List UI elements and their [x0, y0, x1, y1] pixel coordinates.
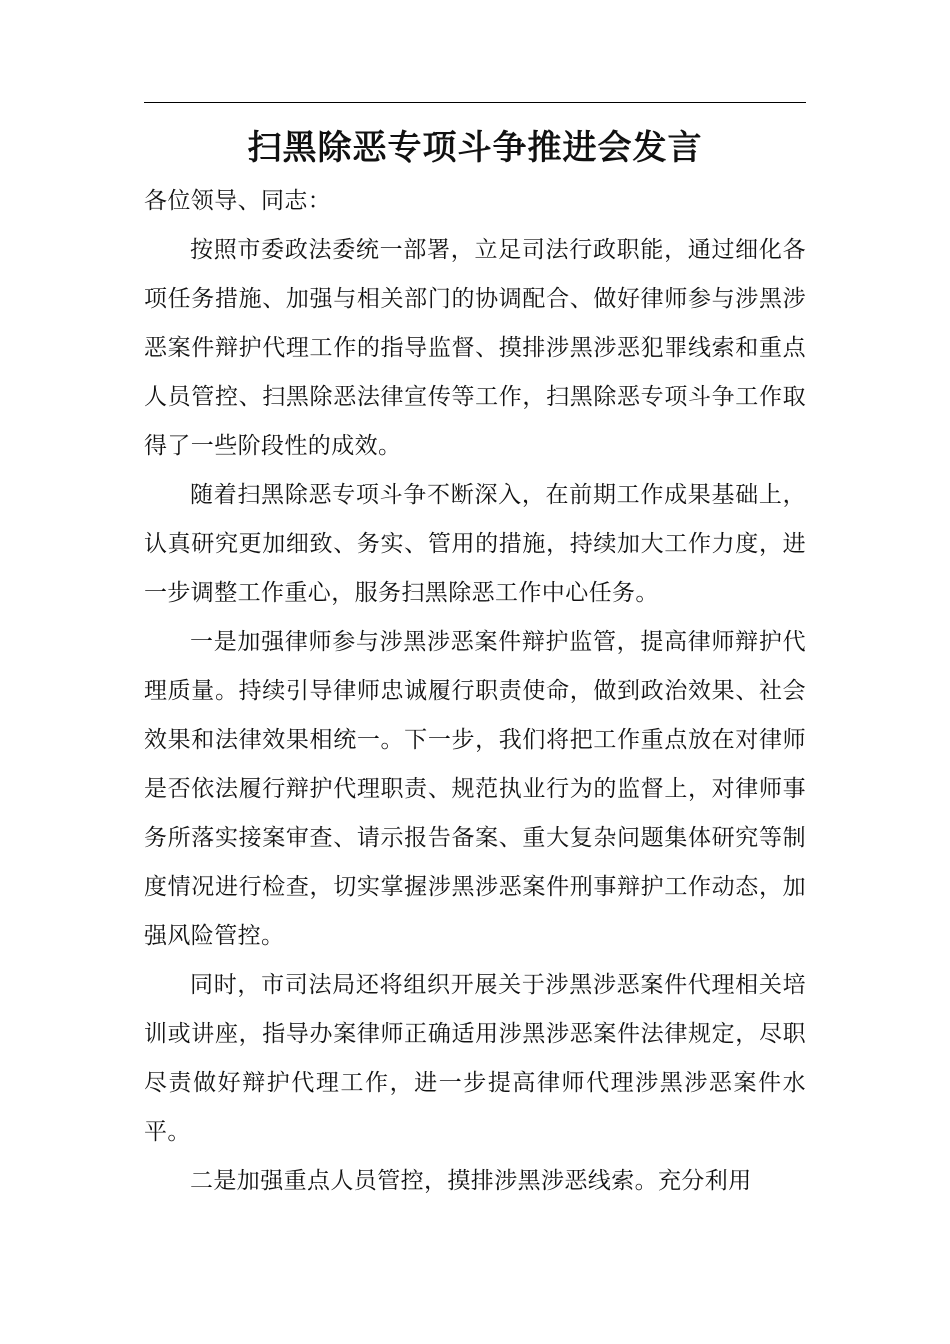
body-paragraph: 一是加强律师参与涉黑涉恶案件辩护监管，提高律师辩护代理质量。持续引导律师忠诚履行职责使命，做到政治效果、社会效果和法律效果相统一。下一步，我们将把工作重点放在对律师是否依法履行辩护代理职责、规范执业行为的监督上，对律师事务所落实接案审查、请示报告备案、重大复杂问题集体研究等制度情况进行检查，切实掌握涉黑涉恶案件刑事辩护工作动态，加强风险管控。: [144, 629, 806, 949]
header-rule: [144, 102, 806, 103]
body-paragraph: 二是加强重点人员管控，摸排涉黑涉恶线索。充分利用: [190, 1168, 752, 1194]
body-paragraph: 随着扫黑除恶专项斗争不断深入，在前期工作成果基础上，认真研究更加细致、务实、管用的措施，持续加大工作力度，进一步调整工作重心，服务扫黑除恶工作中心任务。: [144, 482, 806, 606]
document-title: 扫黑除恶专项斗争推进会发言: [247, 128, 703, 168]
body-paragraph: 按照市委政法委统一部署，立足司法行政职能，通过细化各项任务措施、加强与相关部门的协调配合、做好律师参与涉黑涉恶案件辩护代理工作的指导监督、摸排涉黑涉恶犯罪线索和重点人员管控、扫黑除恶法律宣传等工作，扫黑除恶专项斗争工作取得了一些阶段性的成效。: [144, 237, 806, 459]
salutation: 各位领导、同志：: [144, 188, 332, 214]
body-paragraph: 同时，市司法局还将组织开展关于涉黑涉恶案件代理相关培训或讲座，指导办案律师正确适用涉黑涉恶案件法律规定，尽职尽责做好辩护代理工作，进一步提高律师代理涉黑涉恶案件水平。: [144, 972, 806, 1145]
document-body: [144, 177, 806, 1206]
